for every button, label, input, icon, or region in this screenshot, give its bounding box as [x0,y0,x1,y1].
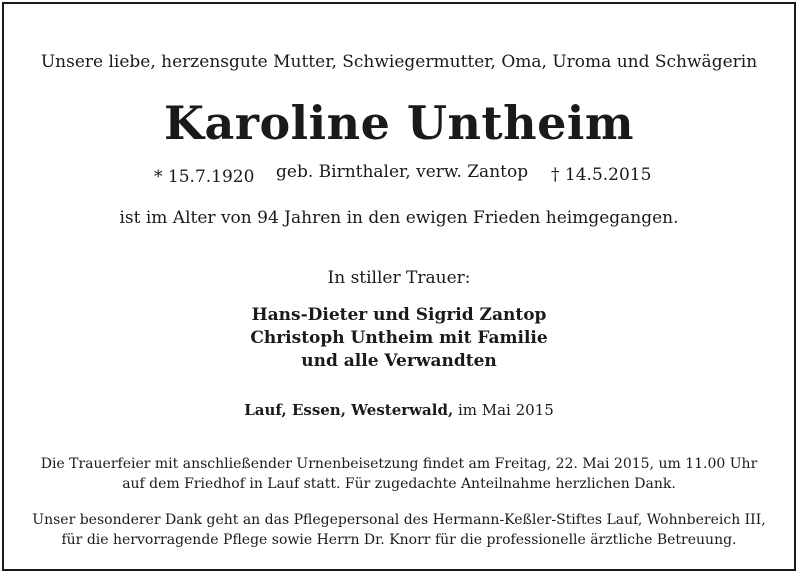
mourning-label: In stiller Trauer: [327,268,471,288]
ceremony-line: Die Trauerfeier mit anschließender Urnenbeisetzung findet am Freitag, 22. Mai 2015, um 11.00 Uhr [40,456,758,472]
thanks-line: Unser besonderer Dank geht an das Pflegepersonal des Hermann-Keßler-Stiftes Lauf, Wohnbereich III, [32,512,766,528]
ceremony-line: auf dem Friedhof in Lauf statt. Für zugedachte Anteilnahme herzlichen Dank. [122,476,676,492]
death-date: † 14.5.2015 [551,165,652,185]
mourner-name: und alle Verwandten [301,351,497,371]
maiden-name: geb. Birnthaler, verw. Zantop [276,162,529,182]
notice-date: im Mai 2015 [453,401,554,419]
ceremony-info [4,454,794,494]
intro-text: Unsere liebe, herzensgute Mutter, Schwiegermutter, Oma, Uroma und Schwägerin [40,52,758,72]
life-dates-row [4,162,794,186]
mourner-name: Christoph Untheim mit Familie [250,328,548,348]
mourner-name: Hans-Dieter und Sigrid Zantop [251,305,547,325]
deceased-name: Karoline Untheim [163,96,635,150]
thanks-info [4,510,794,550]
place-date-line [4,401,794,419]
mourners-list [4,304,794,373]
age-line: ist im Alter von 94 Jahren in den ewigen Frieden heimgegangen. [119,208,679,228]
birth-date: * 15.7.1920 [154,167,255,187]
obituary-notice [2,2,796,571]
thanks-line: für die hervorragende Pflege sowie Herrn Dr. Knorr für die professionelle ärztliche Betreuung. [61,532,737,548]
place-names: Lauf, Essen, Westerwald, [244,401,454,419]
